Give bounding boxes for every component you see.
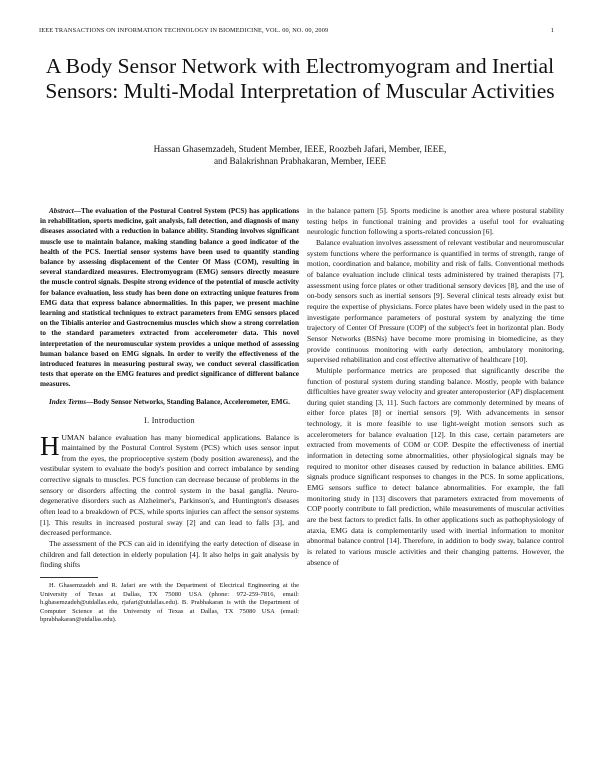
running-header (39, 27, 554, 34)
journal-header: IEEE TRANSACTIONS ON INFORMATION TECHNOLOGY IN BIOMEDICINE, VOL. 00, NO. 00, 2009 (39, 27, 329, 34)
intro-paragraph-1-text: UMAN balance evaluation has many biomedical applications. Balance is maintained by the Postural Control System (PCS) which uses sensor input from the eyes, the proprioceptive system (body position awareness), and the vestibular system to evaluate the body's position and correct imbalance by sending corrective signals to muscles. PCS function can decrease because of problems in the sensory or disorders affecting the control system in the basal ganglia. Neuro-degenerative disorders such as Alzheimer's, Parkinson's, and Huntington's diseases often lead to a breakdown of PCS, while sports injuries can affect the sensor systems [1]. This results in increased postural sway [2] and can lead to falls [3], and decreased performance. (40, 432, 299, 538)
intro-paragraph-2: The assessment of the PCS can aid in identifying the early detection of disease in children and fall detection in elderly population [4]. It also helps in gait analysis by finding shifts (40, 539, 299, 570)
footnote-divider (40, 577, 98, 578)
author-block (40, 143, 560, 167)
right-paragraph-2: Balance evaluation involves assessment of relevant vestibular and neuromuscular system functions where the performance is quantified in terms of strength, range of motion, coordination and balance, mobility and risk of falls. Conventional methods of balance evaluation include clinical tests administered by trained therapists [7], assessment using force plates or other traditional sensory devices [8], and the use of on-body sensors such as inertial sensors [9]. Several clinical tests already exist but require the expertise of physicians. Force plates have been widely used in the past to investigate performance parameters of postural system by analyzing the time trajectory of Center Of Pressure (COP) of the subject's feet in horizontal plan. Body Sensor Networks (BSNs) have become more promising in biomedicine, as they provide continuous monitoring with early detection, ambulatory monitoring, supervised rehabilitation and cost effective alternative of healthcare [10]. (307, 237, 564, 365)
section-heading-introduction: I. Introduction (144, 415, 195, 425)
left-column (40, 206, 299, 625)
abstract (40, 206, 299, 390)
right-paragraph-3: Multiple performance metrics are proposed that significantly describe the function of postural system during standing balance. Mostly, people with balance difficulties have greater sway velocity and greater anteroposterior (AP) displacement during quiet standing [3, 11]. Such factors are commonly determined by means of either force plates [8] or inertial sensors [9]. With advancements in sensor technology, it is more feasible to use light-weight motion sensors such as accelerometers for balance evaluation [12]. In this case, certain parameters are extracted from movements of COM or COP. Despite the effectiveness of inertial information in detecting some abnormalities, other physiological signals may be required to monitor other diseases caused by reduction in balance abilities. EMG signals produce significant responses to changes in the PCS. In some applications, EMG sensors suffice to detect balance abnormalities. For example, the fall monitoring study in [13] discovers that parameters extracted from movements of COP poorly contribute to fall prediction, while measurements of muscular activities are the best factors to predict falls. In other applications such as pathophysiology of ataxia, EMG data is complementarily used with inertial information to monitor abnormal balance control [14]. Therefore, in addition to body sway, balance control is related to various muscle activities and their changing patterns. However, the absence of (307, 365, 564, 567)
drop-cap: H (40, 430, 60, 461)
page-number: 1 (550, 27, 554, 34)
index-terms-label: Index Terms (49, 397, 87, 406)
paper-title: A Body Sensor Network with Electromyogram and Inertial Sensors: Multi-Modal Interpretation of Muscular Activities (45, 54, 555, 103)
right-column (307, 206, 564, 568)
author-footnote: H. Ghasemzadeh and R. Jafari are with the Department of Electrical Engineering at the University of Texas at Dallas, TX 75080 USA (phone: 972-259-7816, email: h.ghasemzadeh@utdallas.edu, rjafari@utdallas.edu). B. Prabhakaran is with the Department of Computer Science at the University of Texas at Dallas, TX 75080 USA (email: bprabhakaran@utdallas.edu). (40, 582, 299, 624)
author-line-1: Hassan Ghasemzadeh, Student Member, IEEE, Roozbeh Jafari, Member, IEEE, (153, 144, 447, 154)
intro-paragraph-1 (40, 430, 299, 540)
right-paragraph-1: in the balance pattern [5]. Sports medicine is another area where postural stability testing helps in functional training and provides a useful tool for evaluating neurologic function following a sports-related concussion [6]. (307, 206, 564, 237)
index-terms (40, 397, 299, 407)
author-line-2: and Balakrishnan Prabhakaran, Member, IEEE (213, 156, 387, 166)
index-terms-text: —Body Sensor Networks, Standing Balance, Accelerometer, EMG. (86, 397, 290, 406)
abstract-text: —The evaluation of the Postural Control System (PCS) has applications in rehabilitation, sports medicine, gait analysis, fall detection, and diagnosis of many diseases associated with a reduction in balance ability. Standing involves significant muscle use to maintain balance, making standing balance a good indicator of the health of the PCS. Inertial sensor systems have been used to quantify standing balance by assessing displacement of the Center Of Mass (COM), resulting in several standardized measures. Electromyogram (EMG) sensors directly measure the muscle control signals. Despite strong evidence of the potential of muscle activity for balance evaluation, less study has been done on extracting unique features from EMG data that express balance abnormalities. In this paper, we present machine learning and statistical techniques to extract parameters from EMG sensors placed on the Tibialis anterior and Gastrocnemius muscles which show a strong correlation to the standard parameters extracted from accelerometer data. This novel interpretation of the neuromuscular system provides a unique method of assessing human balance based on EMG signals. In order to verify the effectiveness of the introduced features in measuring postural sway, we conduct several classification tests that operate on the EMG features and predict significance of different balance measures. (40, 207, 299, 389)
abstract-label: Abstract (49, 207, 74, 215)
